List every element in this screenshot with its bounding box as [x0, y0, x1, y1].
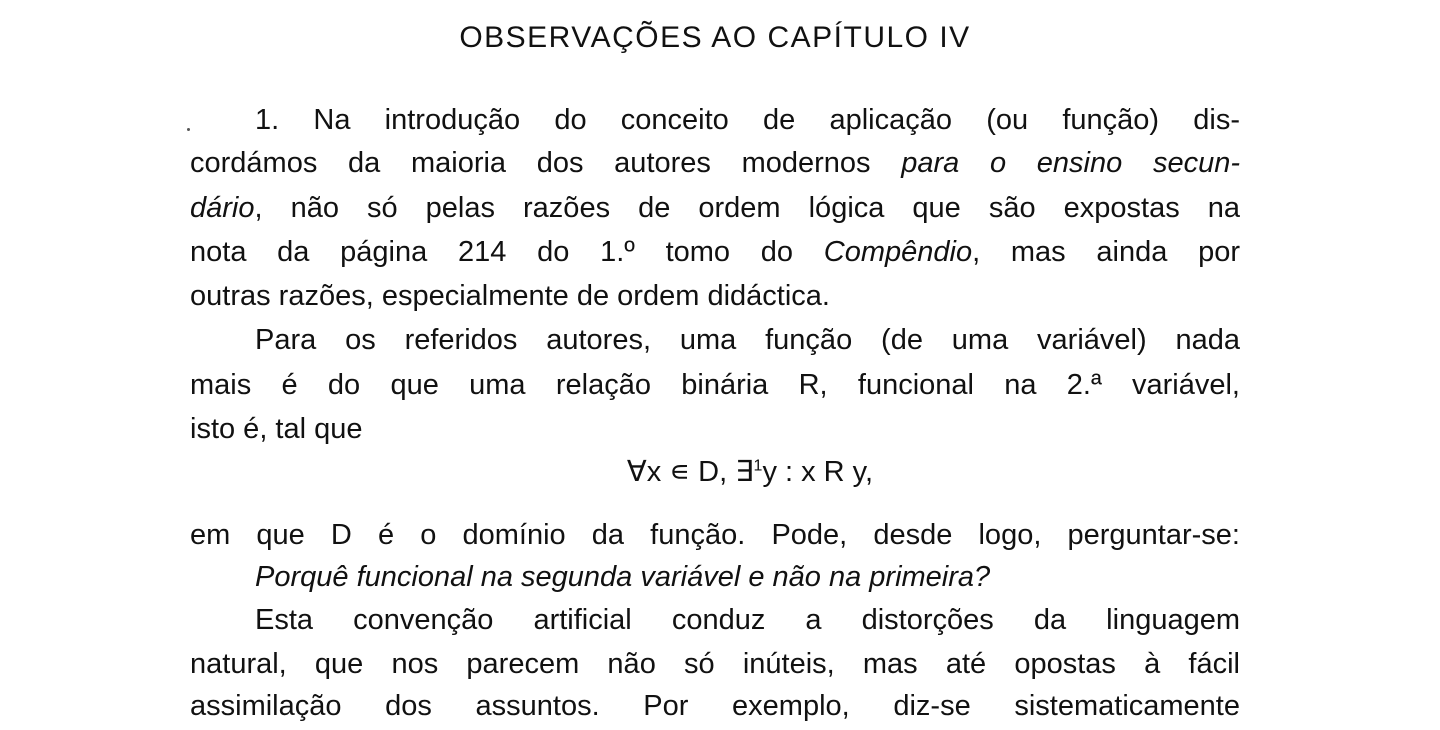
p2-line-2: mais é do que uma relação binária R, funcional na 2.ª variável, [190, 369, 1240, 401]
formula-part-1: ∀x ∊ D, ∃ [626, 456, 754, 488]
formula [190, 452, 1240, 492]
p1-line-4-italic: Compêndio [823, 236, 973, 268]
formula-part-2: y : x R y, [762, 456, 874, 488]
p1-line-4-text-c: , mas ainda por [972, 236, 1240, 268]
p2-line-3: isto é, tal que [190, 413, 363, 445]
p1-line-3-italic: dário [190, 192, 255, 224]
p1-line-4-text-a: nota da página 214 do 1.º tomo do [190, 236, 824, 268]
p3-line-1: em que D é o domínio da função. Pode, desde logo, perguntar-se: [190, 519, 1240, 551]
p1-line-4 [190, 232, 1240, 272]
p4-line-2: natural, que nos parecem não só inúteis, mas até opostas à fácil [190, 648, 1240, 680]
p1-line-3-text: , não só pelas razões de ordem lógica que são expostas na [254, 192, 1240, 224]
p1-line-2-italic: para o ensino secun- [901, 147, 1240, 179]
p4-line-3: assimilação dos assuntos. Por exemplo, diz-se sistematicamente [190, 690, 1240, 722]
p4-line-1: Esta convenção artificial conduz a distorções da linguagem [255, 604, 1240, 636]
p2-line-1: Para os referidos autores, uma função (de uma variável) nada [255, 324, 1240, 356]
p1-line-3 [190, 188, 1240, 228]
p1-line-1: 1. Na introdução do conceito de aplicação (ou função) dis- [255, 104, 1240, 136]
chapter-heading: OBSERVAÇÕES AO CAPÍTULO IV [459, 21, 971, 54]
p1-line-5: outras razões, especialmente de ordem didáctica. [190, 280, 830, 312]
p1-line-2 [190, 143, 1240, 183]
formula-superscript: 1 [753, 457, 763, 475]
book-page [190, 0, 1240, 730]
p3-question: Porquê funcional na segunda variável e não na primeira? [255, 561, 991, 593]
p1-line-2-text: cordámos da maioria dos autores modernos [190, 147, 902, 179]
